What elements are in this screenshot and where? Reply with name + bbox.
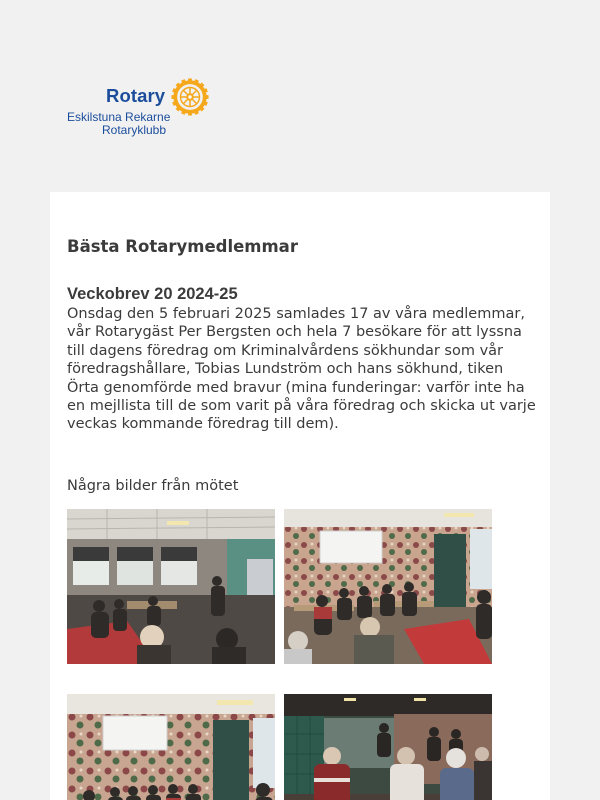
- club-logo[interactable]: [67, 78, 217, 138]
- club-name-line2: Rotaryklubb: [102, 123, 167, 137]
- meeting-photo-4[interactable]: [284, 694, 492, 800]
- meeting-photo-1[interactable]: [67, 509, 275, 664]
- meeting-photo-2[interactable]: [284, 509, 492, 664]
- newsletter-title: Veckobrev 20 2024-25: [67, 285, 238, 303]
- club-name-line1: Eskilstuna Rekarne: [67, 110, 171, 124]
- greeting-heading: Bästa Rotarymedlemmar: [67, 237, 298, 256]
- logo-wordmark: Rotary: [106, 85, 166, 106]
- newsletter-body: Onsdag den 5 februari 2025 samlades 17 av våra medlemmar, vår Rotarygäst Per Bergsten och hela 7 besökare för att lyssna till dagens föredrag om Kriminalvårdens sökhundar som vår föredragshållare, Tobias Lundström och hans sökhund, tiken Örta genomförde med bravur (mina funderingar: varför inte ha en mejllista till de som varit på våra föredrag och skicka ut varje veckas kommande föredrag till dem).: [67, 306, 536, 433]
- content-card: [50, 192, 550, 800]
- meeting-photo-3[interactable]: [67, 694, 275, 800]
- photos-heading: Några bilder från mötet: [67, 478, 239, 494]
- rotary-wheel-icon: [171, 78, 209, 116]
